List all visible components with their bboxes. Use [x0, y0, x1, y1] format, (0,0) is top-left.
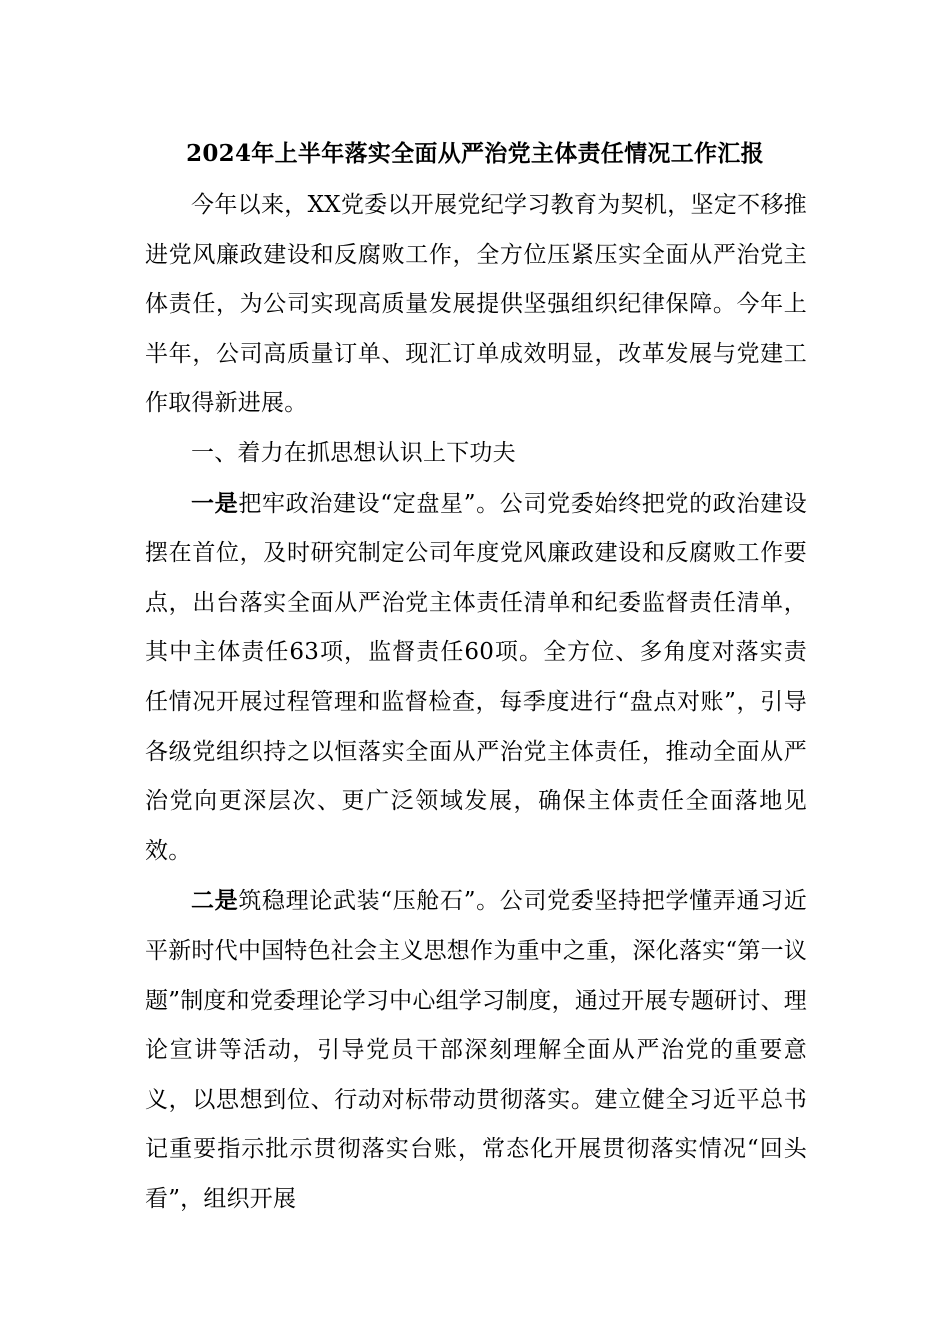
- point-two-paragraph: [145, 876, 807, 1224]
- point-two-text: 筑稳理论武装“压舱石”。公司党委坚持把学懂弄通习近平新时代中国特色社会主义思想作为重中之重，深化落实“第一议题”制度和党委理论学习中心组学习制度，通过开展专题研讨、理论宣讲等活动，引导党员干部深刻理解全面从严治党的重要意义，以思想到位、行动对标带动贯彻落实。建立健全习近平总书记重要指示批示贯彻落实台账，常态化开展贯彻落实情况“回头看”，组织开展: [145, 888, 807, 1212]
- point-one-lead: 一是: [191, 489, 239, 517]
- point-two-lead: 二是: [191, 887, 239, 915]
- section-heading: 一、着力在抓思想认识上下功夫: [191, 439, 516, 466]
- point-one-paragraph: [145, 479, 807, 877]
- document-title: 2024年上半年落实全面从严治党主体责任情况工作汇报: [186, 140, 764, 167]
- point-one-text: 把牢政治建设“定盘星”。公司党委始终把党的政治建设摆在首位，及时研究制定公司年度党风廉政建设和反腐败工作要点，出台落实全面从严治党主体责任清单和纪委监督责任清单，其中主体责任63项，监督责任60项。全方位、多角度对落实责任情况开展过程管理和监督检查，每季度进行“盘点对账”，引导各级党组织持之以恒落实全面从严治党主体责任，推动全面从严治党向更深层次、更广泛领域发展，确保主体责任全面落地见效。: [145, 490, 807, 864]
- document-body: [145, 181, 807, 1224]
- intro-paragraph: 今年以来，XX党委以开展党纪学习教育为契机，坚定不移推进党风廉政建设和反腐败工作，全方位压紧压实全面从严治党主体责任，为公司实现高质量发展提供坚强组织纪律保障。今年上半年，公司高质量订单、现汇订单成效明显，改革发展与党建工作取得新进展。: [145, 192, 807, 417]
